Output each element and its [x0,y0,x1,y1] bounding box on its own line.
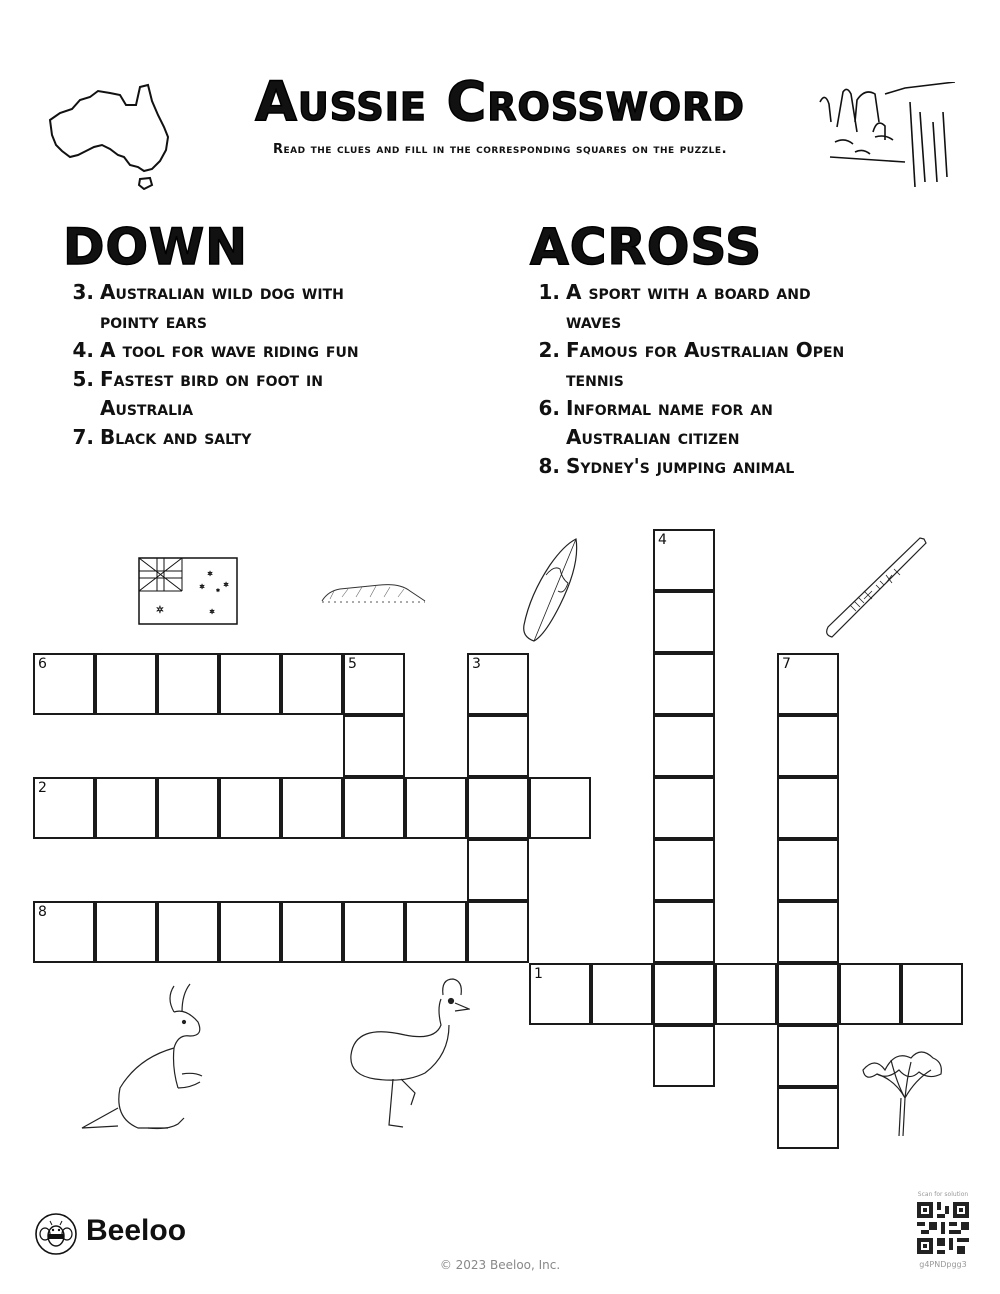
crossword-cell[interactable] [653,529,715,591]
crossword-cell[interactable] [777,715,839,777]
crossword-cell[interactable] [777,1087,839,1149]
crossword-cell[interactable] [343,715,405,777]
svg-text:✶: ✶ [209,608,215,616]
crossword-cell[interactable] [901,963,963,1025]
page-title: Aussie Crossword [255,70,745,133]
crossword-cell[interactable] [95,901,157,963]
clue-number: 7 [782,656,791,672]
crossword-cell[interactable] [95,653,157,715]
clue-number: 8 [38,904,47,920]
clue-number: 5 [348,656,357,672]
crossword-cell[interactable] [467,901,529,963]
crossword-cell[interactable] [219,777,281,839]
crossword-cell[interactable] [157,777,219,839]
crossword-cell[interactable] [653,839,715,901]
down-clues [62,278,400,452]
qr-code-text: g4PNDpgg3 [919,1260,967,1269]
crossword-cell[interactable] [715,963,777,1025]
clue-down-7: 7. Black and salty [72,425,252,449]
clue-number: 4 [658,532,667,548]
clue-across-2: 2. Famous for Australian Open tennis [538,338,845,391]
crossword-cell[interactable] [157,653,219,715]
brand-name: Beeloo [86,1214,187,1247]
across-heading: ACROSS [530,218,763,276]
crossword-cell[interactable] [653,901,715,963]
crossword-cell[interactable] [157,901,219,963]
crossword-cell[interactable] [653,963,715,1025]
crossword-cell[interactable] [467,653,529,715]
crossword-cell[interactable] [653,777,715,839]
crossword-cell[interactable] [777,1025,839,1087]
crossword-cell[interactable] [529,777,591,839]
clue-down-4: 4. A tool for wave riding fun [72,338,359,362]
crossword-cell[interactable] [281,777,343,839]
crossword-cell[interactable] [33,901,95,963]
svg-text:✶: ✶ [223,581,229,589]
crossword-cell[interactable] [653,715,715,777]
crossword-cell[interactable] [591,963,653,1025]
clue-number: 1 [534,966,543,982]
clue-down-3: 3. Australian wild dog with pointy ears [72,280,344,333]
crossword-cell[interactable] [653,591,715,653]
uluru-icon [320,581,430,609]
crossword-cell[interactable] [405,777,467,839]
clue-number: 3 [472,656,481,672]
svg-text:✶: ✶ [207,570,213,578]
qr-code-icon[interactable] [917,1202,969,1254]
crossword-cell[interactable] [343,777,405,839]
crossword-cell[interactable] [777,839,839,901]
copyright: © 2023 Beeloo, Inc. [439,1258,561,1272]
surfboard-icon [520,535,580,645]
clue-number: 6 [38,656,47,672]
crossword-cell[interactable] [33,653,95,715]
instructions: Read the clues and fill in the corresponding squares on the puzzle. [272,142,728,157]
crossword-cell[interactable] [95,777,157,839]
down-heading: DOWN [63,218,249,276]
clue-across-6: 6. Informal name for an Australian citizen [538,396,773,449]
clue-down-5: 5. Fastest bird on foot in Australia [72,367,323,420]
crossword-cell[interactable] [281,901,343,963]
emu-icon [345,975,470,1130]
crossword-cell[interactable] [653,653,715,715]
australian-flag-icon [138,557,238,625]
crossword-cell[interactable] [777,777,839,839]
kangaroo-icon [78,978,213,1133]
tree-icon [855,1040,945,1140]
crossword-cell[interactable] [653,1025,715,1087]
crossword-cell[interactable] [219,653,281,715]
crossword-cell[interactable] [281,653,343,715]
clue-number: 2 [38,780,47,796]
crossword-cell[interactable] [777,963,839,1025]
svg-text:✶: ✶ [215,588,221,594]
svg-text:✶: ✶ [155,605,165,616]
twelve-apostles-icon [815,82,955,187]
svg-text:✶: ✶ [199,583,205,591]
crossword-cell[interactable] [777,653,839,715]
clue-across-8: 8. Sydney's jumping animal [538,454,795,478]
qr-label: Scan for solution [917,1191,969,1198]
crossword-cell[interactable] [219,901,281,963]
crossword-cell[interactable] [529,963,591,1025]
crossword-cell[interactable] [777,901,839,963]
crossword-cell[interactable] [343,653,405,715]
beeloo-logo-icon [34,1212,78,1256]
crossword-cell[interactable] [405,901,467,963]
crossword-cell[interactable] [467,777,529,839]
crossword-cell[interactable] [839,963,901,1025]
across-clues [528,278,866,481]
crossword-cell[interactable] [33,777,95,839]
crossword-cell[interactable] [467,715,529,777]
crossword-cell[interactable] [467,839,529,901]
crossword-cell[interactable] [343,901,405,963]
clue-across-1: 1. A sport with a board and waves [538,280,811,333]
didgeridoo-icon [820,535,930,645]
